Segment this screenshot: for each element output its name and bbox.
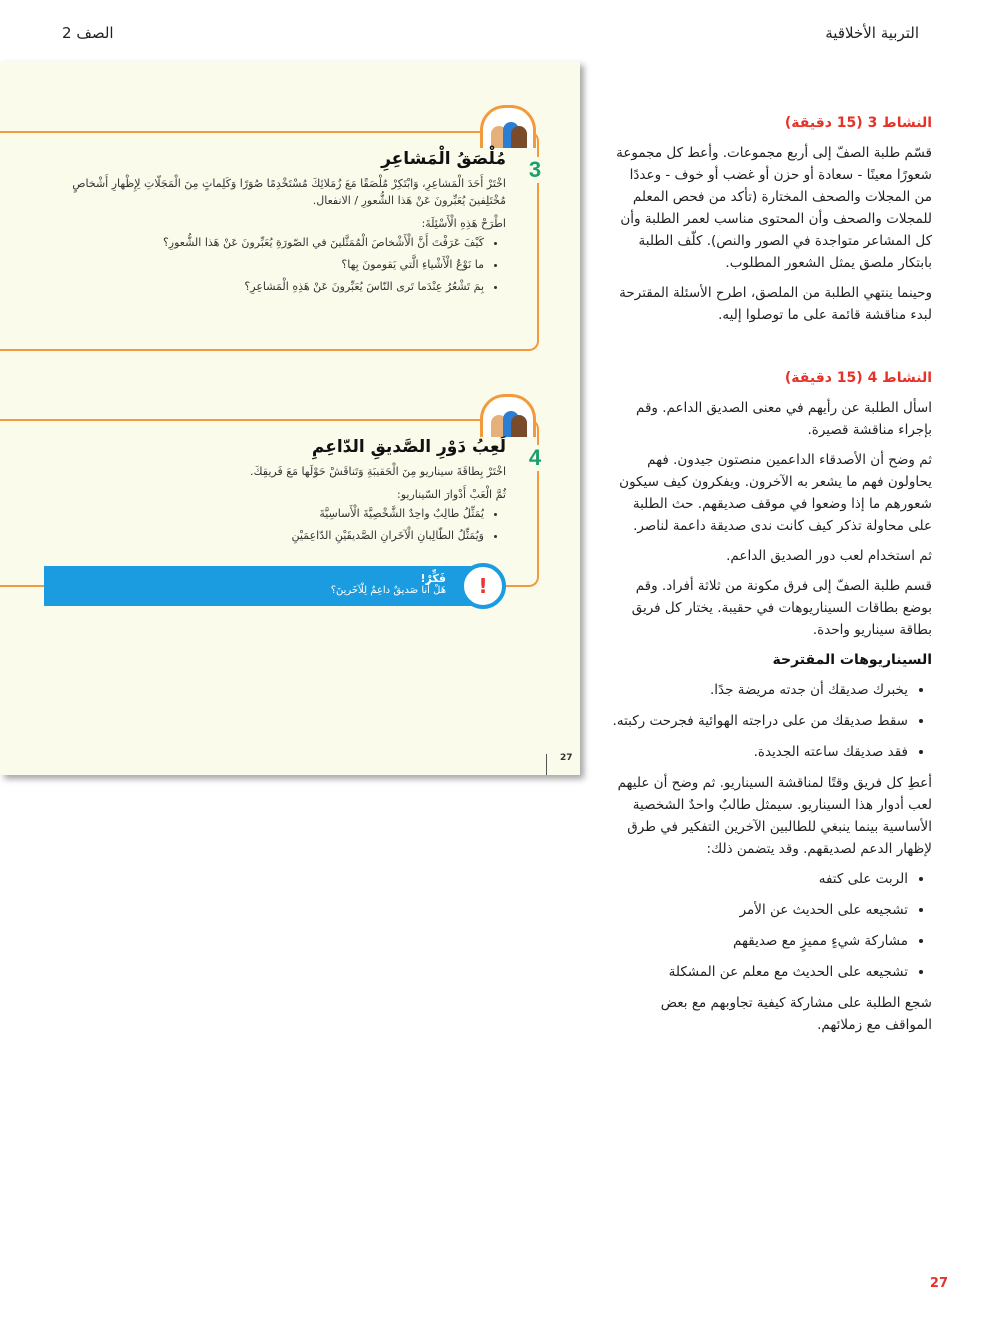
list-item: • سقط صديقك من على دراجته الهوائية فجرحت ركبته. [612, 710, 908, 732]
children-avatar-icon [480, 105, 536, 148]
activity3-number: 3 [522, 157, 548, 183]
preview-activity3-questions [36, 232, 506, 298]
list-item: • يُمَثِّلُ طالِبٌ واحِدٌ الشَّخْصِيَّةَ الْأَساسِيَّةَ [36, 503, 484, 525]
list-item: • بِمَ تَشْعُرُ عِنْدَما تَرى النّاسَ يُعَبِّرونَ عَنْ هَذِهِ الْمَشاعِرِ؟ [36, 276, 484, 298]
activity3-heading: النشاط 3 (15 دقيقة) [784, 115, 932, 131]
think-box [44, 566, 494, 606]
list-item: • تشجيعه على الحديث عن الأمر [612, 899, 908, 921]
student-page-preview [0, 61, 580, 775]
preview-activity3-intro: اخْتَرْ أَحَدَ الْمَشاعِرِ، وَابْتَكِرْ مُلْصَقًا مَعَ زُمَلائِكَ مُسْتَخْدِمًا صُوَرًا وَكَلِماتٍ مِنَ الْمَجَلّاتِ لِإِظْهارِ أَشْخاصٍ مُخْتَلِفينَ يُعَبِّرونَ عَنْ هَذا الشُّعورِ / الانفعال. [72, 177, 506, 207]
paragraph: قسّم طلبة الصفّ إلى أربع مجموعات. وأعط كل مجموعة شعورًا معينًا - سعادة أو حزن أو غضب أو خوف - وعددًا من المجلات والصحف المختارة (تأكد من فحص المعلم للمجلات والصحف وأن المحتوى مناسب لعمر الطلبة وأن كل المشاعر متواجدة في الصور والنص). كلّف الطلبة بابتكار ملصق يمثل الشعور المطلوب. [616, 145, 932, 271]
preview-activity4-title: لَعِبُ دَوْرِ الصَّديقِ الدّاعِمِ [311, 437, 506, 457]
preview-activity4-intro: اخْتَرْ بِطاقَةَ سيناريو مِنَ الْحَقيبَةِ وَتَناقَشْ حَوْلَها مَعَ فَريقِكَ. [250, 465, 506, 478]
scenarios-heading: السيناريوهات المقترحة [772, 652, 932, 668]
activity3-section [612, 112, 932, 334]
think-question: هَلْ أَنا صَديقٌ داعِمٌ لِلْآخَرينَ؟ [330, 585, 446, 596]
list-item: • الربت على كتفه [612, 868, 908, 890]
preview-activity3-title: مُلْصَقُ الْمَشاعِرِ [381, 149, 506, 169]
grade-label: الصف 2 [62, 24, 114, 42]
preview-activity4-items [36, 503, 506, 547]
preview-activity4-prompt: ثُمَّ الْعَبْ أَدْوارَ السّيناريو: [397, 488, 506, 501]
support-ways-list [612, 868, 932, 983]
paragraph: قسم طلبة الصفّ إلى فرق مكونة من ثلاثة أفراد. وقم بوضع بطاقات السيناريوهات في حقيبة. يختار كل فريق بطاقة سيناريو واحدة. [631, 578, 932, 638]
paragraph: ثم وضح أن الأصدقاء الداعمين منصتون جيدون. فهم يحاولون فهم ما يشعر به الآخرون. ويفكرون كيف سيكون شعورهم ما إذا وضعوا في موقف صديقهم. حث الطلبة على محاولة تذكر كيف كانت ندى صديقة داعمة لناصر. [619, 452, 932, 534]
preview-activity3 [36, 149, 506, 298]
activity4-heading: النشاط 4 (15 دقيقة) [784, 370, 932, 386]
preview-page-number: 27 [560, 753, 573, 763]
activity4-number: 4 [522, 445, 548, 471]
subject-title: التربية الأخلاقية [825, 24, 919, 42]
preview-activity3-prompt: اطْرَحْ هَذِهِ الْأَسْئِلَةَ: [421, 217, 506, 230]
list-item: • مشاركة شيءٍ مميزٍ مع صديقهم [612, 930, 908, 952]
think-title: فَكِّرْ! [420, 572, 446, 585]
paragraph: ثم استخدام لعب دور الصديق الداعم. [726, 548, 932, 564]
page-number: 27 [929, 1276, 948, 1291]
paragraph: أعطِ كل فريق وقتًا لمناقشة السيناريو. ثم وضح أن عليهم لعب أدوار هذا السيناريو. سيمثل طالبٌ واحدٌ الشخصية الأساسية بينما ينبغي للطالبين الآخرين التفكير في طرق لإظهار الدعم لصديقهم. وقد يتضمن ذلك: [617, 775, 932, 857]
list-item: • وَيُمَثِّلُ الطّالِبانِ الْآخَرانِ الصَّديقَيْنِ الدّاعِمَيْنِ [36, 525, 484, 547]
paragraph: وحينما ينتهي الطلبة من الملصق، اطرح الأسئلة المقترحة لبدء مناقشة قائمة على ما توصلوا إليه. [619, 285, 932, 323]
activity4-section [612, 367, 932, 1044]
paragraph: شجع الطلبة على مشاركة كيفية تجاوبهم مع بعض المواقف مع زملائهم. [660, 995, 932, 1033]
paragraph: اسأل الطلبة عن رأيهم في معنى الصديق الداعم. وقم بإجراء مناقشة قصيرة. [635, 400, 932, 438]
list-item: • كَيْفَ عَرَفْتَ أَنَّ الْأَشْخاصَ الْمُمَثَّلينَ في الصّورَةِ يُعَبِّرونَ عَنْ هَذا الشُّعورِ؟ [36, 232, 484, 254]
children-avatar-icon [480, 394, 536, 437]
preview-activity4 [36, 437, 506, 547]
list-item: • تشجيعه على الحديث مع معلم عن المشكلة [612, 961, 908, 983]
scenarios-list [612, 679, 932, 763]
exclamation-icon: ! [460, 563, 506, 609]
list-item: • فقد صديقك ساعته الجديدة. [612, 741, 908, 763]
list-item: • ما نَوْعُ الْأَشْياءِ الَّتي يَقومونَ بِها؟ [36, 254, 484, 276]
list-item: • يخبرك صديقك أن جدته مريضة جدًا. [612, 679, 908, 701]
divider [546, 754, 547, 775]
